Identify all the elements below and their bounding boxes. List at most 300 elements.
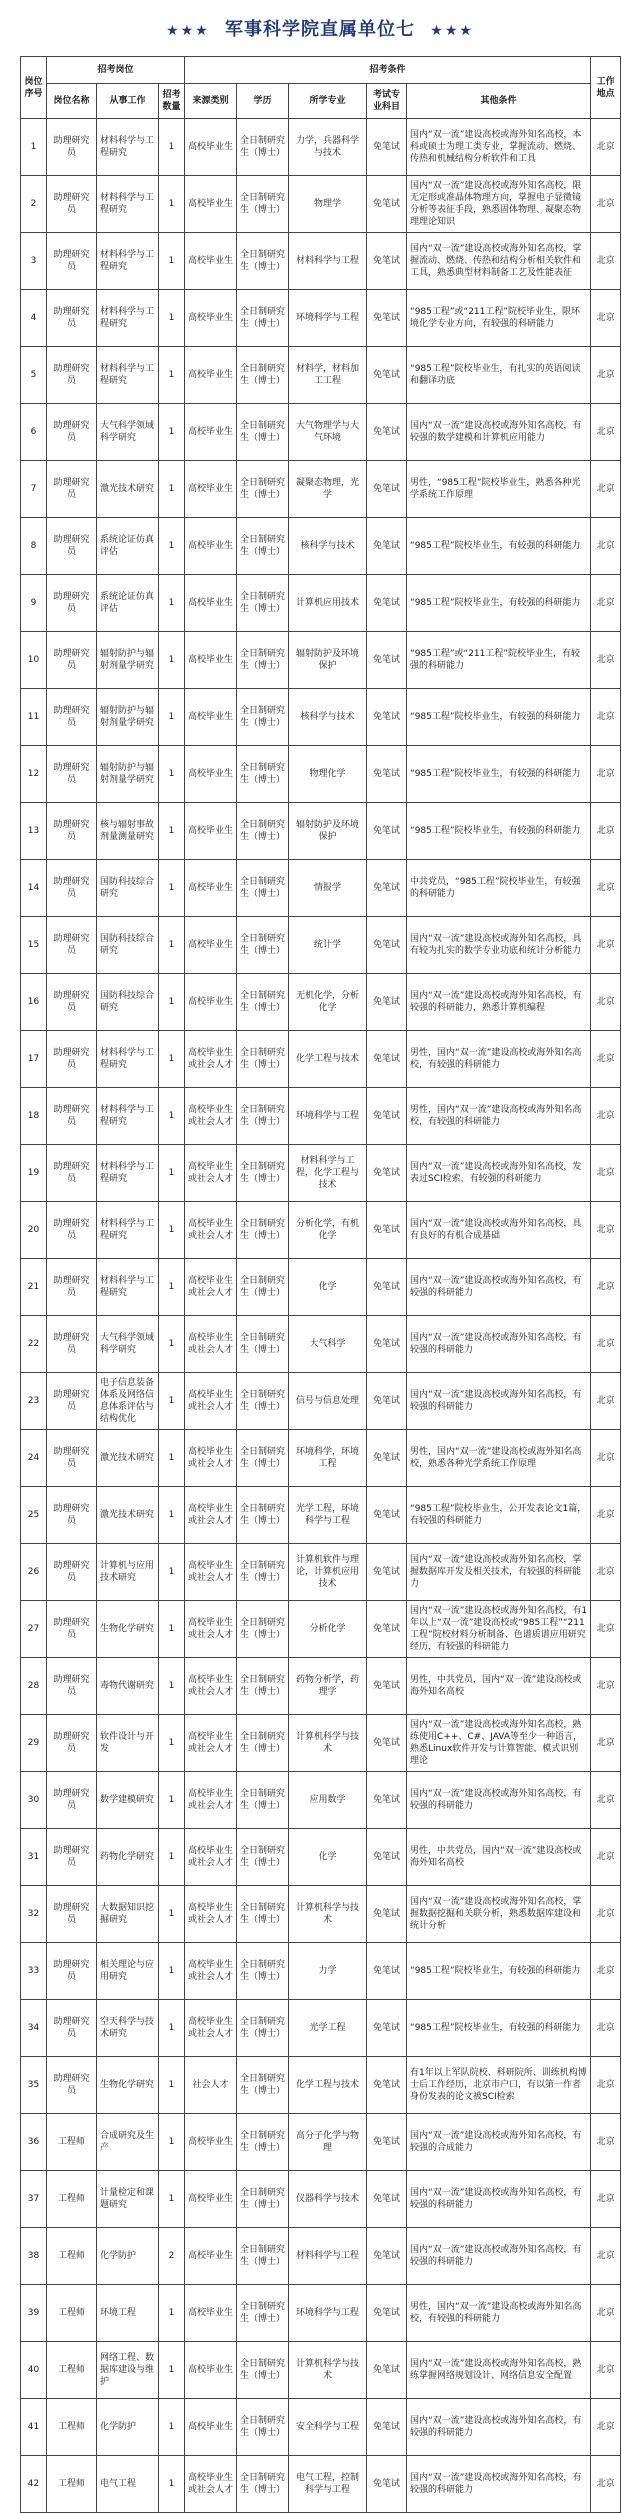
cell-other: 国内“双一流”建设高校或海外知名高校，本科或硕士为理工类专业，掌握流动、燃烧、传热和机械结构分析软件和工具 bbox=[407, 119, 591, 176]
cell-seq: 34 bbox=[21, 2000, 47, 2057]
cell-name: 工程师 bbox=[47, 2228, 97, 2285]
cell-other: 有1年以上军队院校、科研院所、训练机构博士后工作经历，北京市户口，有以第一作者身份发表的论文被SCI检索 bbox=[407, 2057, 591, 2114]
table-row bbox=[21, 2342, 621, 2399]
cell-work: 大气科学领域科学研究 bbox=[97, 1316, 159, 1373]
cell-work: 计量检定和课题研究 bbox=[97, 2171, 159, 2228]
cell-other: 国内“双一流”建设高校或海外知名高校，掌握数据挖掘和关联分析，熟悉数据库建设和统计分析 bbox=[407, 1886, 591, 1943]
cell-major: 分析化学，有机化学 bbox=[289, 1202, 367, 1259]
cell-seq: 41 bbox=[21, 2399, 47, 2456]
cell-name: 助理研究员 bbox=[47, 1544, 97, 1601]
cell-place: 北京 bbox=[591, 2456, 621, 2513]
cell-num: 1 bbox=[159, 1088, 185, 1145]
cell-num: 1 bbox=[159, 1658, 185, 1715]
cell-num: 1 bbox=[159, 119, 185, 176]
cell-work: 材料科学与工程研究 bbox=[97, 1031, 159, 1088]
cell-exam: 免笔试 bbox=[367, 1373, 407, 1430]
cell-place: 北京 bbox=[591, 1487, 621, 1544]
cell-num: 1 bbox=[159, 1886, 185, 1943]
cell-exam: 免笔试 bbox=[367, 1772, 407, 1829]
cell-place: 北京 bbox=[591, 1088, 621, 1145]
header-name: 岗位名称 bbox=[47, 84, 97, 119]
cell-name: 工程师 bbox=[47, 2399, 97, 2456]
cell-work: 计算机与应用技术研究 bbox=[97, 1544, 159, 1601]
table-row bbox=[21, 1316, 621, 1373]
cell-name: 助理研究员 bbox=[47, 1829, 97, 1886]
cell-exam: 免笔试 bbox=[367, 1259, 407, 1316]
cell-name: 助理研究员 bbox=[47, 1886, 97, 1943]
cell-work: 激光技术研究 bbox=[97, 1430, 159, 1487]
cell-seq: 12 bbox=[21, 746, 47, 803]
cell-major: 化学工程与技术 bbox=[289, 2057, 367, 2114]
cell-exam: 免笔试 bbox=[367, 1658, 407, 1715]
cell-place: 北京 bbox=[591, 2399, 621, 2456]
header-exam: 考试专业科目 bbox=[367, 84, 407, 119]
cell-seq: 4 bbox=[21, 290, 47, 347]
cell-major: 大气科学 bbox=[289, 1316, 367, 1373]
cell-num: 1 bbox=[159, 404, 185, 461]
cell-name: 工程师 bbox=[47, 2342, 97, 2399]
cell-place: 北京 bbox=[591, 1943, 621, 2000]
cell-work: 电子信息装备体系及网络信息体系评估与结构优化 bbox=[97, 1373, 159, 1430]
cell-name: 助理研究员 bbox=[47, 1316, 97, 1373]
cell-work: 辐射防护与辐射剂量学研究 bbox=[97, 632, 159, 689]
cell-place: 北京 bbox=[591, 2000, 621, 2057]
cell-source: 高校毕业生或社会人才 bbox=[185, 1430, 237, 1487]
cell-edu: 全日制研究生（博士） bbox=[237, 2399, 289, 2456]
cell-other: “985工程”院校毕业生，有较强的科研能力 bbox=[407, 2000, 591, 2057]
cell-name: 助理研究员 bbox=[47, 176, 97, 233]
cell-work: 材料科学与工程研究 bbox=[97, 176, 159, 233]
cell-seq: 3 bbox=[21, 233, 47, 290]
cell-work: 材料科学与工程研究 bbox=[97, 290, 159, 347]
cell-seq: 17 bbox=[21, 1031, 47, 1088]
cell-edu: 全日制研究生（博士） bbox=[237, 575, 289, 632]
header-place: 工作地点 bbox=[591, 57, 621, 119]
cell-name: 助理研究员 bbox=[47, 1487, 97, 1544]
cell-seq: 36 bbox=[21, 2114, 47, 2171]
cell-place: 北京 bbox=[591, 1316, 621, 1373]
cell-work: 材料科学与工程研究 bbox=[97, 1088, 159, 1145]
cell-exam: 免笔试 bbox=[367, 1829, 407, 1886]
cell-source: 高校毕业生或社会人才 bbox=[185, 1259, 237, 1316]
cell-work: 药物化学研究 bbox=[97, 1829, 159, 1886]
cell-major: 计算机软件与理论，计算机应用技术 bbox=[289, 1544, 367, 1601]
title-text: 军事科学院直属单位七 bbox=[225, 19, 415, 40]
cell-other: 男性，国内“双一流”建设高校或海外知名高校，熟悉各种光学系统工作原理 bbox=[407, 1430, 591, 1487]
cell-num: 1 bbox=[159, 1202, 185, 1259]
cell-edu: 全日制研究生（博士） bbox=[237, 1088, 289, 1145]
table-row bbox=[21, 860, 621, 917]
cell-seq: 31 bbox=[21, 1829, 47, 1886]
cell-num: 1 bbox=[159, 1031, 185, 1088]
cell-place: 北京 bbox=[591, 575, 621, 632]
cell-work: 辐射防护与辐射剂量学研究 bbox=[97, 746, 159, 803]
table-row bbox=[21, 2114, 621, 2171]
cell-name: 助理研究员 bbox=[47, 2057, 97, 2114]
cell-edu: 全日制研究生（博士） bbox=[237, 233, 289, 290]
cell-source: 高校毕业生或社会人才 bbox=[185, 1316, 237, 1373]
cell-major: 应用数学 bbox=[289, 1772, 367, 1829]
cell-seq: 14 bbox=[21, 860, 47, 917]
cell-place: 北京 bbox=[591, 1031, 621, 1088]
cell-seq: 35 bbox=[21, 2057, 47, 2114]
cell-other: 国内“双一流”建设高校或海外知名高校，有较强的科研能力 bbox=[407, 2171, 591, 2228]
cell-place: 北京 bbox=[591, 404, 621, 461]
cell-source: 高校毕业生或社会人才 bbox=[185, 1031, 237, 1088]
cell-work: 系统论证仿真评估 bbox=[97, 518, 159, 575]
cell-num: 1 bbox=[159, 746, 185, 803]
cell-num: 1 bbox=[159, 2399, 185, 2456]
header-work: 从事工作 bbox=[97, 84, 159, 119]
cell-name: 助理研究员 bbox=[47, 1259, 97, 1316]
cell-major: 光学工程，环境科学与工程 bbox=[289, 1487, 367, 1544]
cell-work: 材料科学与工程研究 bbox=[97, 1145, 159, 1202]
cell-edu: 全日制研究生（博士） bbox=[237, 1487, 289, 1544]
cell-work: 国防科技综合研究 bbox=[97, 974, 159, 1031]
table-row bbox=[21, 1886, 621, 1943]
cell-source: 高校毕业生或社会人才 bbox=[185, 2000, 237, 2057]
cell-exam: 免笔试 bbox=[367, 2114, 407, 2171]
cell-other: 男性，国内“双一流”建设高校或海外知名高校，有较强的科研能力 bbox=[407, 2285, 591, 2342]
cell-name: 助理研究员 bbox=[47, 1658, 97, 1715]
cell-work: 材料科学与工程研究 bbox=[97, 1202, 159, 1259]
cell-other: 国内“双一流”建设高校或海外知名高校，有较强的科研能力 bbox=[407, 1373, 591, 1430]
cell-source: 高校毕业生或社会人才 bbox=[185, 1886, 237, 1943]
cell-place: 北京 bbox=[591, 290, 621, 347]
cell-edu: 全日制研究生（博士） bbox=[237, 1658, 289, 1715]
cell-source: 高校毕业生或社会人才 bbox=[185, 1544, 237, 1601]
table-row bbox=[21, 2171, 621, 2228]
cell-place: 北京 bbox=[591, 2228, 621, 2285]
cell-edu: 全日制研究生（博士） bbox=[237, 2456, 289, 2513]
cell-name: 助理研究员 bbox=[47, 233, 97, 290]
cell-num: 1 bbox=[159, 860, 185, 917]
cell-source: 高校毕业生 bbox=[185, 347, 237, 404]
cell-num: 1 bbox=[159, 1259, 185, 1316]
cell-num: 1 bbox=[159, 974, 185, 1031]
cell-exam: 免笔试 bbox=[367, 290, 407, 347]
cell-work: 核与辐射事故剂量测量研究 bbox=[97, 803, 159, 860]
cell-num: 1 bbox=[159, 233, 185, 290]
cell-source: 高校毕业生 bbox=[185, 2114, 237, 2171]
title-stars-right: ★★★ bbox=[430, 23, 474, 39]
cell-major: 安全科学与工程 bbox=[289, 2399, 367, 2456]
cell-name: 助理研究员 bbox=[47, 974, 97, 1031]
cell-num: 1 bbox=[159, 2285, 185, 2342]
cell-num: 1 bbox=[159, 2057, 185, 2114]
cell-name: 助理研究员 bbox=[47, 1430, 97, 1487]
cell-source: 高校毕业生 bbox=[185, 2285, 237, 2342]
cell-other: 男性，国内“双一流”建设高校或海外知名高校，有较强的科研能力 bbox=[407, 1088, 591, 1145]
cell-edu: 全日制研究生（博士） bbox=[237, 1715, 289, 1772]
table-row bbox=[21, 1088, 621, 1145]
cell-source: 高校毕业生 bbox=[185, 689, 237, 746]
cell-edu: 全日制研究生（博士） bbox=[237, 803, 289, 860]
cell-place: 北京 bbox=[591, 461, 621, 518]
cell-num: 1 bbox=[159, 803, 185, 860]
table-row bbox=[21, 1145, 621, 1202]
cell-work: 空天科学与技术研究 bbox=[97, 2000, 159, 2057]
table-row bbox=[21, 746, 621, 803]
cell-edu: 全日制研究生（博士） bbox=[237, 347, 289, 404]
table-row bbox=[21, 1715, 621, 1772]
cell-seq: 38 bbox=[21, 2228, 47, 2285]
cell-other: 国内“双一流”建设高校或海外知名高校，有较强的科研能力 bbox=[407, 2228, 591, 2285]
cell-work: 材料科学与工程研究 bbox=[97, 347, 159, 404]
cell-seq: 5 bbox=[21, 347, 47, 404]
table-row bbox=[21, 1259, 621, 1316]
cell-edu: 全日制研究生（博士） bbox=[237, 2342, 289, 2399]
table-row bbox=[21, 689, 621, 746]
cell-place: 北京 bbox=[591, 2057, 621, 2114]
cell-edu: 全日制研究生（博士） bbox=[237, 518, 289, 575]
cell-work: 材料科学与工程研究 bbox=[97, 233, 159, 290]
cell-other: “985工程”院校毕业生，有较强的科研能力 bbox=[407, 803, 591, 860]
cell-place: 北京 bbox=[591, 1658, 621, 1715]
cell-source: 高校毕业生或社会人才 bbox=[185, 1373, 237, 1430]
cell-place: 北京 bbox=[591, 1544, 621, 1601]
cell-exam: 免笔试 bbox=[367, 233, 407, 290]
cell-other: 男性，中共党员，国内“双一流”建设高校或海外知名高校 bbox=[407, 1829, 591, 1886]
cell-edu: 全日制研究生（博士） bbox=[237, 2171, 289, 2228]
cell-edu: 全日制研究生（博士） bbox=[237, 2000, 289, 2057]
cell-work: 大气科学领域科学研究 bbox=[97, 404, 159, 461]
cell-seq: 33 bbox=[21, 1943, 47, 2000]
cell-edu: 全日制研究生（博士） bbox=[237, 176, 289, 233]
table-row bbox=[21, 2057, 621, 2114]
cell-num: 1 bbox=[159, 518, 185, 575]
cell-place: 北京 bbox=[591, 860, 621, 917]
cell-seq: 18 bbox=[21, 1088, 47, 1145]
cell-exam: 免笔试 bbox=[367, 1487, 407, 1544]
cell-place: 北京 bbox=[591, 2171, 621, 2228]
table-row bbox=[21, 1544, 621, 1601]
cell-major: 环境科学与工程 bbox=[289, 290, 367, 347]
cell-work: 大数据知识挖掘研究 bbox=[97, 1886, 159, 1943]
cell-major: 材料科学与工程 bbox=[289, 2228, 367, 2285]
cell-edu: 全日制研究生（博士） bbox=[237, 1202, 289, 1259]
cell-other: 国内“双一流”建设高校或海外知名高校，有较强的科研能力 bbox=[407, 1316, 591, 1373]
cell-num: 1 bbox=[159, 1829, 185, 1886]
cell-source: 高校毕业生或社会人才 bbox=[185, 1943, 237, 2000]
cell-edu: 全日制研究生（博士） bbox=[237, 1601, 289, 1658]
cell-source: 高校毕业生 bbox=[185, 404, 237, 461]
cell-major: 药物分析学，药理学 bbox=[289, 1658, 367, 1715]
cell-place: 北京 bbox=[591, 1886, 621, 1943]
cell-name: 助理研究员 bbox=[47, 1715, 97, 1772]
header-group-cond: 招考条件 bbox=[185, 57, 591, 84]
cell-place: 北京 bbox=[591, 2342, 621, 2399]
cell-major: 材料科学与工程 bbox=[289, 233, 367, 290]
table-row bbox=[21, 803, 621, 860]
cell-name: 助理研究员 bbox=[47, 1031, 97, 1088]
cell-major: 材料学，材料加工工程 bbox=[289, 347, 367, 404]
cell-exam: 免笔试 bbox=[367, 176, 407, 233]
cell-other: 国内“双一流”建设高校或海外知名高校，有较强的科研能力 bbox=[407, 2456, 591, 2513]
cell-other: 国内“双一流”建设高校或海外知名高校，掌握数据库开发及相关技术，有较强的科研能力 bbox=[407, 1544, 591, 1601]
cell-source: 高校毕业生 bbox=[185, 917, 237, 974]
cell-source: 高校毕业生 bbox=[185, 803, 237, 860]
table-row bbox=[21, 974, 621, 1031]
cell-place: 北京 bbox=[591, 2285, 621, 2342]
cell-num: 1 bbox=[159, 917, 185, 974]
cell-exam: 免笔试 bbox=[367, 632, 407, 689]
cell-source: 高校毕业生 bbox=[185, 860, 237, 917]
cell-source: 高校毕业生或社会人才 bbox=[185, 1145, 237, 1202]
cell-major: 计算机科学与技术 bbox=[289, 1886, 367, 1943]
cell-major: 环境科学，环境工程 bbox=[289, 1430, 367, 1487]
cell-seq: 25 bbox=[21, 1487, 47, 1544]
cell-other: 国内“双一流”建设高校或海外知名高校，有较强的科研能力 bbox=[407, 1772, 591, 1829]
table-row bbox=[21, 1487, 621, 1544]
cell-source: 高校毕业生或社会人才 bbox=[185, 2456, 237, 2513]
cell-source: 高校毕业生 bbox=[185, 290, 237, 347]
cell-other: 国内“双一流”建设高校或海外知名高校，具有良好的有机合成基础 bbox=[407, 1202, 591, 1259]
cell-source: 高校毕业生 bbox=[185, 2171, 237, 2228]
cell-other: 男性，国内“双一流”建设高校或海外知名高校，有较强的科研能力 bbox=[407, 1031, 591, 1088]
cell-work: 化学防护 bbox=[97, 2228, 159, 2285]
cell-seq: 15 bbox=[21, 917, 47, 974]
cell-other: “985工程”院校毕业生，有较强的科研能力 bbox=[407, 689, 591, 746]
cell-name: 助理研究员 bbox=[47, 404, 97, 461]
cell-edu: 全日制研究生（博士） bbox=[237, 2057, 289, 2114]
cell-exam: 免笔试 bbox=[367, 1202, 407, 1259]
cell-source: 高校毕业生 bbox=[185, 233, 237, 290]
cell-source: 高校毕业生或社会人才 bbox=[185, 1601, 237, 1658]
cell-edu: 全日制研究生（博士） bbox=[237, 2114, 289, 2171]
table-row bbox=[21, 2228, 621, 2285]
cell-num: 1 bbox=[159, 2114, 185, 2171]
cell-source: 高校毕业生 bbox=[185, 2228, 237, 2285]
cell-major: 统计学 bbox=[289, 917, 367, 974]
cell-source: 社会人才 bbox=[185, 2057, 237, 2114]
cell-num: 1 bbox=[159, 1316, 185, 1373]
cell-work: 辐射防护与辐射剂量学研究 bbox=[97, 689, 159, 746]
cell-edu: 全日制研究生（博士） bbox=[237, 2228, 289, 2285]
cell-num: 1 bbox=[159, 1430, 185, 1487]
cell-seq: 1 bbox=[21, 119, 47, 176]
cell-source: 高校毕业生 bbox=[185, 518, 237, 575]
cell-place: 北京 bbox=[591, 1259, 621, 1316]
cell-place: 北京 bbox=[591, 1145, 621, 1202]
cell-edu: 全日制研究生（博士） bbox=[237, 1373, 289, 1430]
cell-other: 国内“双一流”建设高校或海外知名高校，掌握流动、燃烧、传热和结构分析相关软件和工具，熟悉典型材料制备工艺及性能表征 bbox=[407, 233, 591, 290]
cell-other: “985工程”院校毕业生，有较强的科研能力 bbox=[407, 1943, 591, 2000]
cell-exam: 免笔试 bbox=[367, 1031, 407, 1088]
cell-edu: 全日制研究生（博士） bbox=[237, 2285, 289, 2342]
cell-name: 助理研究员 bbox=[47, 575, 97, 632]
cell-major: 力学，兵器科学与技术 bbox=[289, 119, 367, 176]
cell-seq: 42 bbox=[21, 2456, 47, 2513]
cell-other: 男性，中共党员，国内“双一流”建设高校或海外知名高校 bbox=[407, 1658, 591, 1715]
cell-name: 工程师 bbox=[47, 2456, 97, 2513]
cell-exam: 免笔试 bbox=[367, 1601, 407, 1658]
table-row bbox=[21, 1658, 621, 1715]
cell-major: 材料科学与工程，化学工程与技术 bbox=[289, 1145, 367, 1202]
cell-seq: 10 bbox=[21, 632, 47, 689]
cell-seq: 13 bbox=[21, 803, 47, 860]
cell-source: 高校毕业生 bbox=[185, 2342, 237, 2399]
cell-edu: 全日制研究生（博士） bbox=[237, 689, 289, 746]
cell-edu: 全日制研究生（博士） bbox=[237, 1031, 289, 1088]
cell-work: 环境工程 bbox=[97, 2285, 159, 2342]
table-row bbox=[21, 290, 621, 347]
recruitment-table bbox=[20, 56, 621, 2513]
table-row bbox=[21, 575, 621, 632]
table-row bbox=[21, 1601, 621, 1658]
table-row bbox=[21, 917, 621, 974]
cell-exam: 免笔试 bbox=[367, 1943, 407, 2000]
cell-other: 国内“双一流”建设高校或海外知名高校，熟练使用C++、C#、JAVA等至少一种语言，熟悉Linux软件开发与计算智能、模式识别理论 bbox=[407, 1715, 591, 1772]
cell-work: 系统论证仿真评估 bbox=[97, 575, 159, 632]
cell-major: 辐射防护及环境保护 bbox=[289, 803, 367, 860]
cell-exam: 免笔试 bbox=[367, 2057, 407, 2114]
cell-edu: 全日制研究生（博士） bbox=[237, 1943, 289, 2000]
cell-major: 高分子化学与物理 bbox=[289, 2114, 367, 2171]
cell-num: 1 bbox=[159, 1544, 185, 1601]
cell-exam: 免笔试 bbox=[367, 2285, 407, 2342]
cell-name: 助理研究员 bbox=[47, 917, 97, 974]
cell-other: 国内“双一流”建设高校或海外知名高校，限无定形或准晶体物理方向，掌握电子显微镜分析等表征手段，熟悉固体物理、凝聚态物理理论知识 bbox=[407, 176, 591, 233]
cell-exam: 免笔试 bbox=[367, 119, 407, 176]
cell-name: 工程师 bbox=[47, 2285, 97, 2342]
cell-seq: 6 bbox=[21, 404, 47, 461]
cell-work: 材料科学与工程研究 bbox=[97, 119, 159, 176]
table-row bbox=[21, 632, 621, 689]
cell-other: “985工程”院校毕业生，有较强的科研能力 bbox=[407, 518, 591, 575]
cell-major: 核科学与技术 bbox=[289, 518, 367, 575]
cell-exam: 免笔试 bbox=[367, 404, 407, 461]
cell-num: 1 bbox=[159, 290, 185, 347]
cell-edu: 全日制研究生（博士） bbox=[237, 404, 289, 461]
cell-source: 高校毕业生 bbox=[185, 974, 237, 1031]
cell-major: 物理化学 bbox=[289, 746, 367, 803]
cell-seq: 2 bbox=[21, 176, 47, 233]
cell-edu: 全日制研究生（博士） bbox=[237, 917, 289, 974]
cell-major: 力学 bbox=[289, 1943, 367, 2000]
cell-place: 北京 bbox=[591, 233, 621, 290]
cell-place: 北京 bbox=[591, 347, 621, 404]
cell-seq: 22 bbox=[21, 1316, 47, 1373]
cell-edu: 全日制研究生（博士） bbox=[237, 1772, 289, 1829]
cell-place: 北京 bbox=[591, 974, 621, 1031]
cell-other: “985工程”院校毕业生，有较强的科研能力 bbox=[407, 575, 591, 632]
cell-exam: 免笔试 bbox=[367, 917, 407, 974]
cell-seq: 40 bbox=[21, 2342, 47, 2399]
cell-num: 1 bbox=[159, 632, 185, 689]
header-num: 招考数量 bbox=[159, 84, 185, 119]
cell-exam: 免笔试 bbox=[367, 2399, 407, 2456]
cell-work: 激光技术研究 bbox=[97, 461, 159, 518]
cell-exam: 免笔试 bbox=[367, 860, 407, 917]
cell-work: 国防科技综合研究 bbox=[97, 860, 159, 917]
cell-other: “985工程”或“211工程”院校毕业生，有较强的科研能力 bbox=[407, 632, 591, 689]
cell-place: 北京 bbox=[591, 2114, 621, 2171]
cell-name: 助理研究员 bbox=[47, 2000, 97, 2057]
cell-exam: 免笔试 bbox=[367, 974, 407, 1031]
cell-seq: 19 bbox=[21, 1145, 47, 1202]
cell-place: 北京 bbox=[591, 518, 621, 575]
cell-place: 北京 bbox=[591, 632, 621, 689]
cell-work: 网络工程、数据库建设与维护 bbox=[97, 2342, 159, 2399]
header-edu: 学历 bbox=[237, 84, 289, 119]
cell-major: 环境科学与工程 bbox=[289, 2285, 367, 2342]
cell-edu: 全日制研究生（博士） bbox=[237, 974, 289, 1031]
cell-name: 助理研究员 bbox=[47, 1145, 97, 1202]
cell-other: 国内“双一流”建设高校或海外知名高校，熟练掌握网络规划设计、网络信息安全配置 bbox=[407, 2342, 591, 2399]
cell-num: 1 bbox=[159, 2000, 185, 2057]
cell-name: 助理研究员 bbox=[47, 1088, 97, 1145]
